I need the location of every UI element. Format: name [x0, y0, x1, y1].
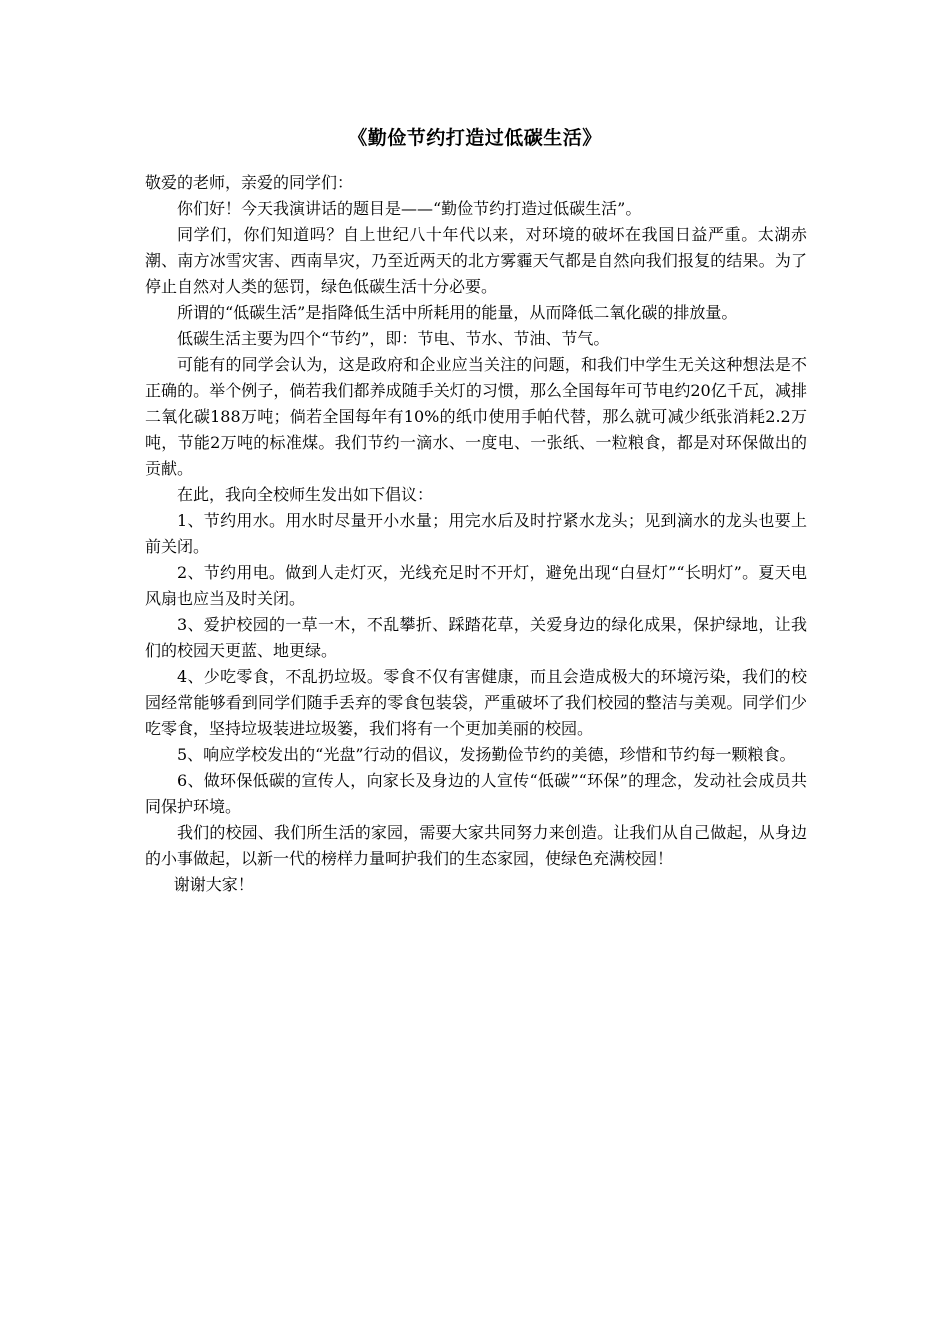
salutation: 敬爱的老师，亲爱的同学们： — [145, 173, 354, 192]
proposal-item-2: 2、节约用电。做到人走灯灭，光线充足时不开灯，避免出现“白昼灯”“长明灯”。夏天电风扇也应当及时关闭。 — [145, 563, 807, 608]
proposal-item-4: 4、少吃零食，不乱扔垃圾。零食不仅有害健康，而且会造成极大的环境污染，我们的校园经常能够看到同学们随手丢弃的零食包装袋，严重破坏了我们校园的整洁与美观。同学们少吃零食，坚持垃圾装进垃圾篓，我们将有一个更加美丽的校园。 — [145, 667, 807, 738]
paragraph-low-carbon-definition: 所谓的“低碳生活”是指降低生活中所耗用的能量，从而降低二氧化碳的排放量。 — [177, 303, 738, 322]
proposal-item-6: 6、做环保低碳的宣传人，向家长及身边的人宣传“低碳”“环保”的理念，发动社会成员共同保护环境。 — [145, 771, 807, 816]
proposal-item-1: 1、节约用水。用水时尽量开小水量；用完水后及时拧紧水龙头；见到滴水的龙头也要上前关闭。 — [145, 511, 807, 556]
proposal-item-5: 5、响应学校发出的“光盘”行动的倡议，发扬勤俭节约的美德，珍惜和节约每一颗粮食。 — [177, 745, 796, 764]
paragraph-example: 可能有的同学会认为，这是政府和企业应当关注的问题，和我们中学生无关这种想法是不正确的。举个例子，倘若我们都养成随手关灯的习惯，那么全国每年可节电约20亿千瓦，减排二氧化碳188万吨；倘若全国每年有10%的纸巾使用手帕代替，那么就可减少纸张消耗2.2万吨，节能2万吨的标准煤。我们节约一滴水、一度电、一张纸、一粒粮食，都是对环保做出的贡献。 — [145, 355, 807, 478]
paragraph-four-savings: 低碳生活主要为四个“节约”，即：节电、节水、节油、节气。 — [177, 329, 610, 348]
document-title: 《勤俭节约打造过低碳生活》 — [348, 127, 602, 149]
proposal-item-3: 3、爱护校园的一草一木，不乱攀折、踩踏花草，关爱身边的绿化成果，保护绿地，让我们的校园天更蓝、地更绿。 — [145, 615, 807, 660]
paragraph-greeting: 你们好！今天我演讲话的题目是——“勤俭节约打造过低碳生活”。 — [177, 199, 642, 218]
paragraph-environment-damage: 同学们，你们知道吗？自上世纪八十年代以来，对环境的破坏在我国日益严重。太湖赤潮、南方冰雪灾害、西南旱灾，乃至近两天的北方雾霾天气都是自然向我们报复的结果。为了停止自然对人类的惩罚，绿色低碳生活十分必要。 — [145, 225, 807, 296]
document-body — [145, 170, 807, 898]
closing: 谢谢大家！ — [173, 875, 254, 894]
paragraph-conclusion: 我们的校园、我们所生活的家园，需要大家共同努力来创造。让我们从自己做起，从身边的小事做起，以新一代的榜样力量呵护我们的生态家园，使绿色充满校园！ — [145, 823, 807, 868]
paragraph-proposal-intro: 在此，我向全校师生发出如下倡议： — [177, 485, 434, 504]
